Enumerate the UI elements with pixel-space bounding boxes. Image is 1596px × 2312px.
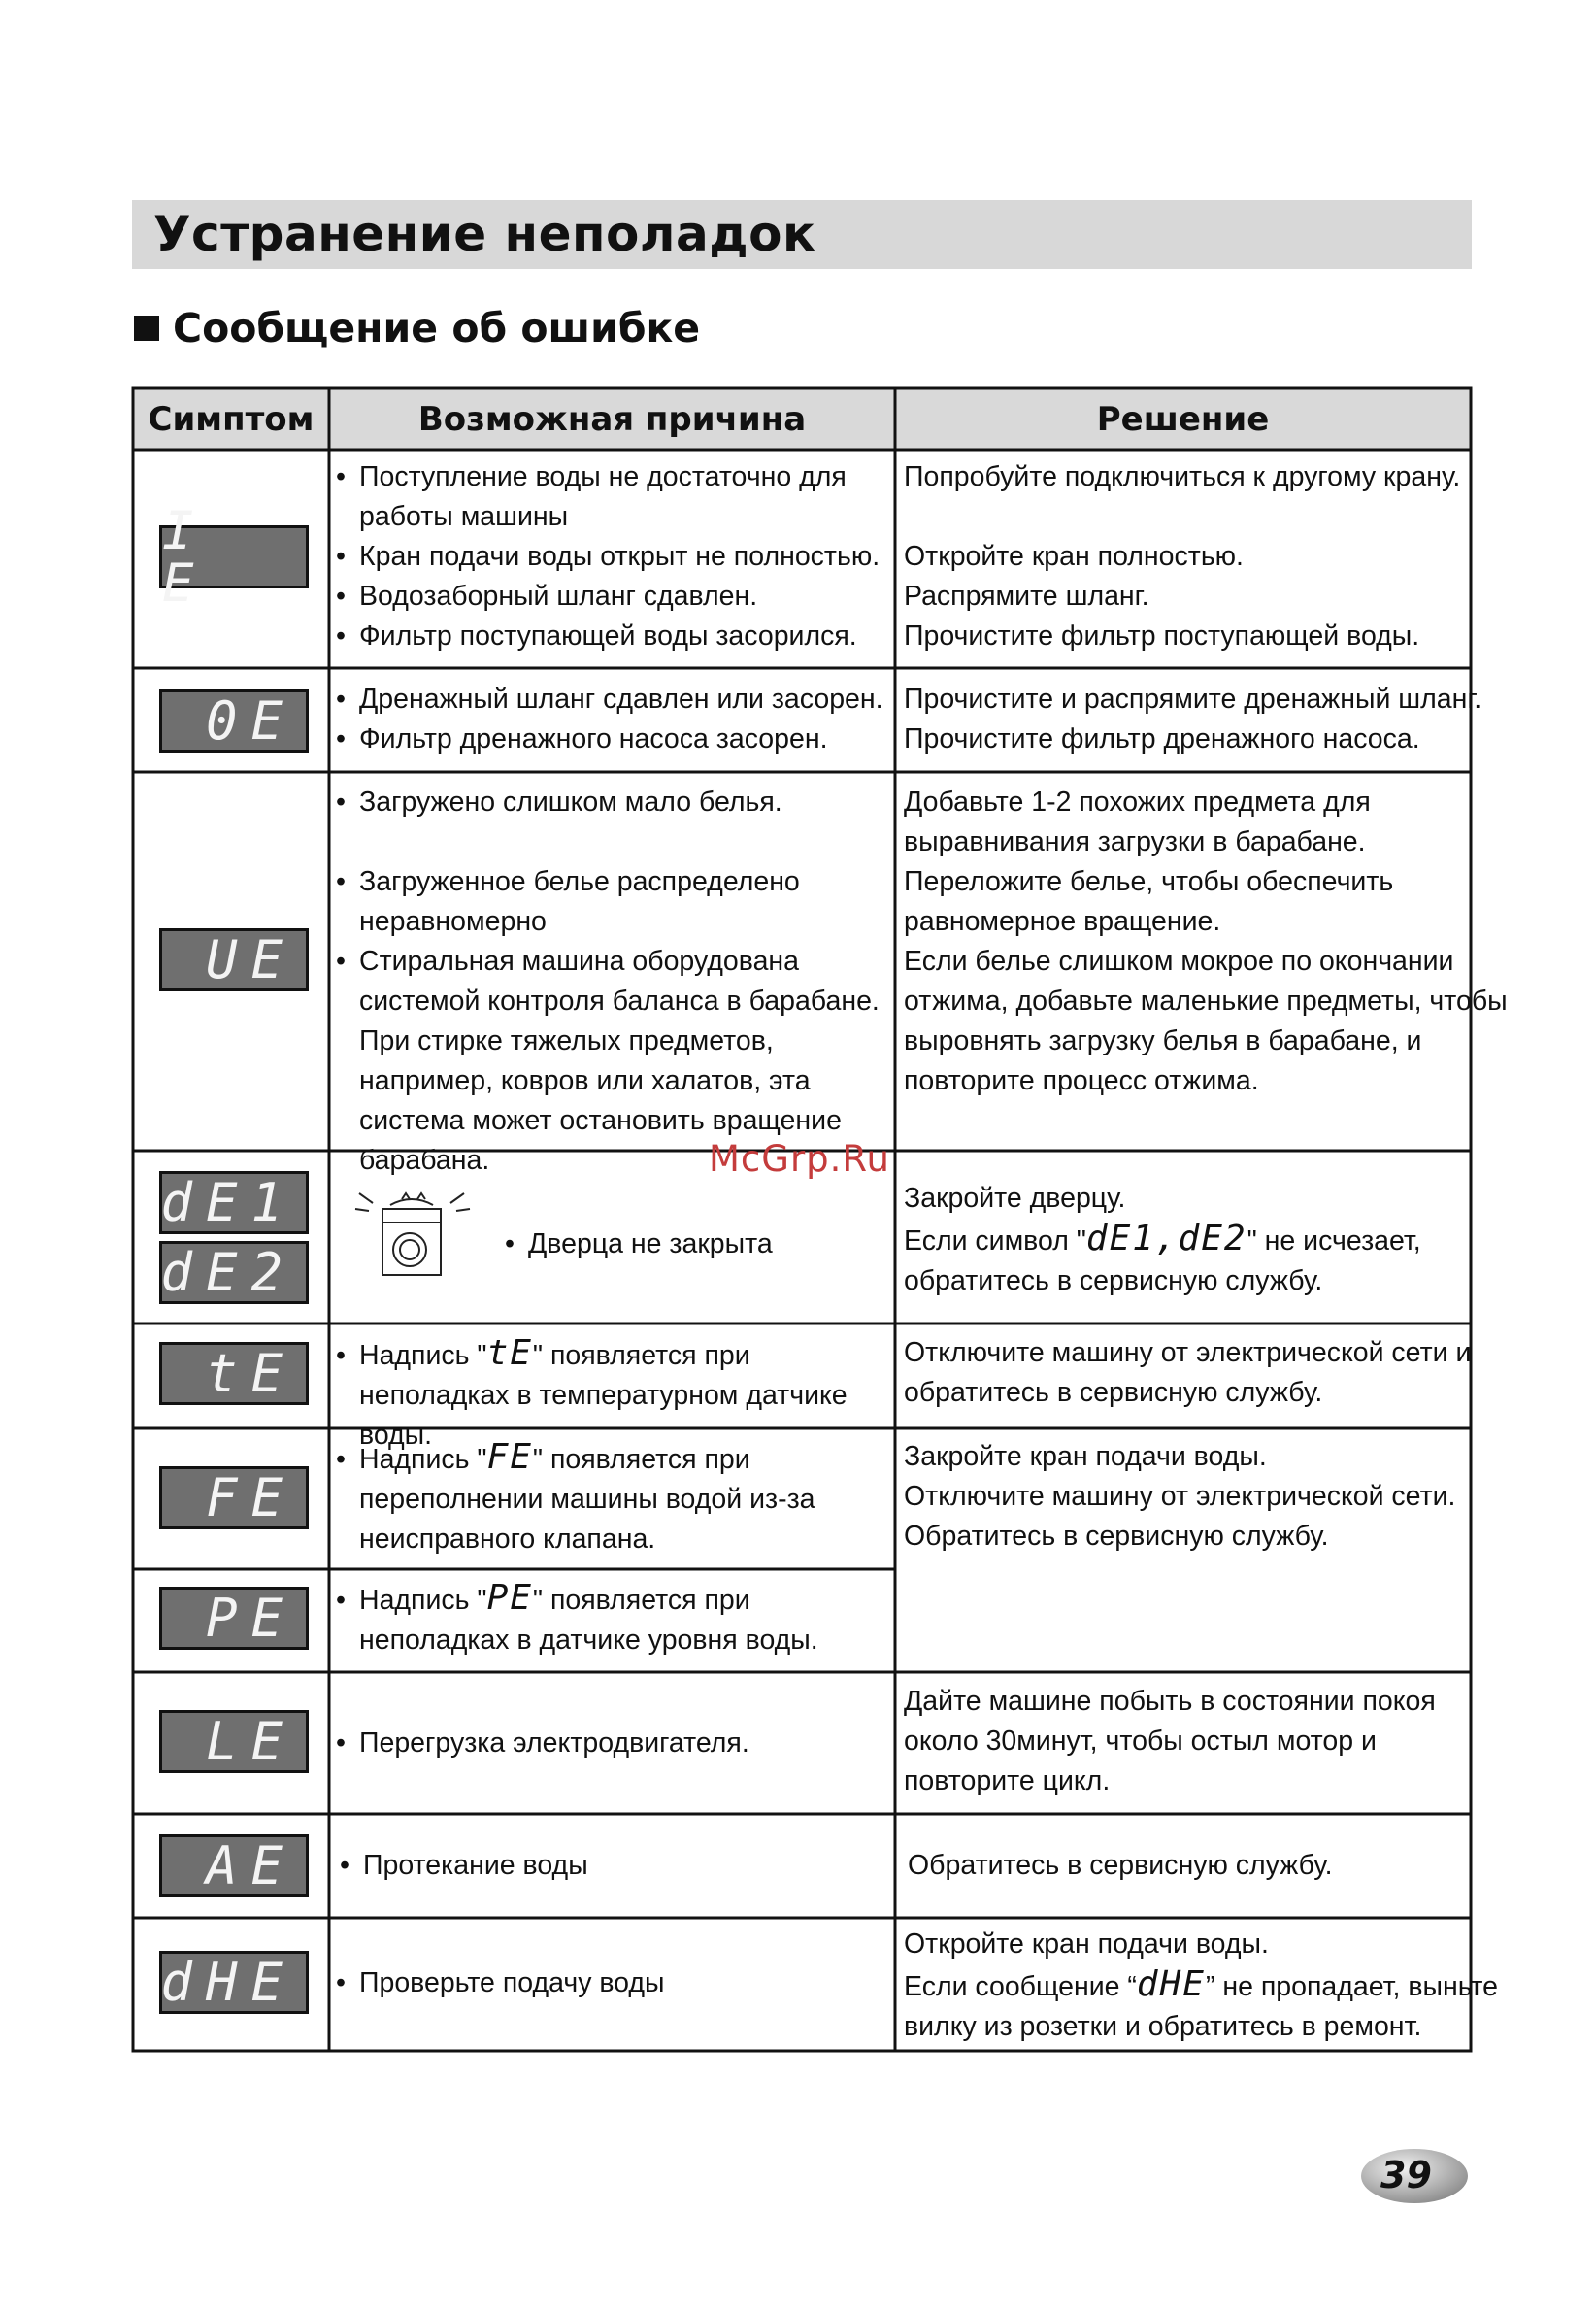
cause-text: Надпись " <box>359 1340 487 1371</box>
solution-cell <box>904 783 1508 1101</box>
cause-text: Надпись " <box>359 1444 487 1475</box>
page-number-badge <box>1359 2146 1470 2206</box>
cause-text: • Фильтр дренажного насоса засорен. <box>336 720 893 759</box>
solution-text: Обратитесь в сервисную службу. <box>904 1521 1329 1552</box>
cause-cell <box>505 1224 893 1264</box>
solution-text: " не исчезает, <box>1247 1225 1421 1257</box>
solution-text: обратитесь в сервисную службу. <box>904 1377 1323 1408</box>
cause-text: Надпись " <box>359 1585 487 1616</box>
solution-text: Если символ " <box>904 1225 1086 1257</box>
cause-text: • Поступление воды не достаточно для работы машины <box>336 457 893 537</box>
solution-cell <box>904 1333 1472 1413</box>
cause-text: " появляется при неполадках в датчике уровня воды. <box>359 1585 818 1656</box>
solution-cell <box>904 680 1482 759</box>
error-code: dE1 <box>160 1171 296 1233</box>
cause-text: • Фильтр поступающей воды засорился. <box>336 617 893 656</box>
error-code: PE <box>205 1587 296 1649</box>
inline-error-code: FE <box>486 1437 533 1477</box>
error-code: dHE <box>160 1951 296 2013</box>
error-code-display <box>159 1834 309 1897</box>
title-bar <box>132 200 1472 269</box>
error-code-display <box>159 1171 309 1234</box>
error-code: 0E <box>205 689 296 752</box>
error-code-display <box>159 1342 309 1405</box>
error-code: I E <box>162 499 208 614</box>
solution-text: ” не пропадает, выньте <box>1205 1971 1498 2002</box>
error-code-display <box>159 1466 309 1529</box>
header-symptom: Симптом <box>148 399 315 439</box>
solution-text: Переложите белье, чтобы обеспечить <box>904 866 1394 897</box>
watermark: McGrp.Ru <box>709 1138 890 1180</box>
error-code-display <box>159 499 309 614</box>
solution-text: Откройте кран подачи воды. <box>904 1928 1269 1960</box>
inline-error-code: dHE <box>1136 1964 1206 2004</box>
solution-text: Если белье слишком мокрое по окончании <box>904 946 1454 977</box>
solution-text: Отключите машину от электрической сети. <box>904 1481 1456 1512</box>
cause-cell <box>336 783 893 1181</box>
solution-text: Распрямите шланг. <box>904 581 1149 612</box>
solution-text: Прочистите фильтр дренажного насоса. <box>904 723 1420 754</box>
error-code-display <box>159 1710 309 1773</box>
solution-cell <box>904 1682 1465 1801</box>
square-bullet-icon <box>134 316 159 341</box>
inline-error-code: tE <box>486 1333 533 1373</box>
cause-cell <box>336 1963 893 2003</box>
cause-cell <box>336 1724 893 1763</box>
solution-text: Добавьте 1-2 похожих предмета для <box>904 787 1371 818</box>
solution-cell <box>904 1437 1465 1557</box>
solution-text-with-code <box>904 1219 1465 1261</box>
cause-cell <box>340 1846 897 1886</box>
solution-text: отжима, добавьте маленькие предметы, чтобы <box>904 986 1508 1017</box>
error-code: AE <box>205 1834 296 1896</box>
error-code-display <box>159 1587 309 1650</box>
cause-text-with-code <box>336 1437 893 1559</box>
cause-text: • Проверьте подачу воды <box>336 1963 893 2003</box>
section-heading-text: Сообщение об ошибке <box>173 305 701 352</box>
cause-text: • Дренажный шланг сдавлен или засорен. <box>336 680 893 720</box>
error-code: tE <box>205 1342 296 1404</box>
solution-text: Дайте машине побыть в состоянии покоя <box>904 1686 1436 1717</box>
cause-text: • Протекание воды <box>340 1846 897 1886</box>
cause-cell <box>336 457 893 656</box>
inline-error-code: dE1,dE2 <box>1085 1219 1247 1258</box>
solution-text: Обратитесь в сервисную службу. <box>908 1850 1333 1881</box>
error-code-display <box>159 1241 309 1304</box>
solution-cell <box>904 457 1465 656</box>
solution-text: Закройте кран подачи воды. <box>904 1441 1267 1472</box>
solution-text: повторите цикл. <box>904 1765 1111 1796</box>
solution-text <box>904 497 1465 537</box>
header-cause: Возможная причина <box>417 399 807 439</box>
solution-text: Прочистите фильтр поступающей воды. <box>904 620 1420 652</box>
page-number: 39 <box>1380 2154 1432 2196</box>
cause-cell <box>336 680 893 759</box>
cause-text: • Кран подачи воды открыт не полностью. <box>336 537 893 577</box>
solution-cell <box>908 1846 1469 1886</box>
cause-text: • Дверца не закрыта <box>505 1224 893 1264</box>
solution-cell <box>904 1925 1498 2047</box>
cause-text: • Загруженное белье распределено неравномерно <box>336 862 893 942</box>
page-title: Устранение неполадок <box>153 206 816 262</box>
section-heading <box>134 305 700 352</box>
error-code-display <box>159 689 309 753</box>
solution-text: повторите процесс отжима. <box>904 1065 1259 1096</box>
error-code-display <box>159 1951 309 2014</box>
solution-text: выровнять загрузку белья в барабане, и <box>904 1025 1422 1056</box>
solution-text: Отключите машину от электрической сети и <box>904 1337 1472 1368</box>
cause-text: " появляется при неполадках в температурном датчике воды. <box>359 1340 848 1451</box>
cause-text: • Водозаборный шланг сдавлен. <box>336 577 893 617</box>
solution-text: выравнивания загрузки в барабане. <box>904 826 1366 857</box>
solution-text-with-code <box>904 1964 1498 2007</box>
solution-text: обратитесь в сервисную службу. <box>904 1265 1323 1296</box>
washing-machine-door-icon <box>351 1190 478 1282</box>
cause-cell <box>336 1578 893 1660</box>
solution-text: Попробуйте подключиться к другому крану. <box>904 461 1461 492</box>
solution-text: вилку из розетки и обратитесь в ремонт. <box>904 2011 1422 2042</box>
solution-text: Если сообщение “ <box>904 1971 1137 2002</box>
solution-text: равномерное вращение. <box>904 906 1221 937</box>
solution-cell <box>904 1179 1465 1301</box>
solution-text: Закройте дверцу. <box>904 1183 1126 1214</box>
error-code: dE2 <box>160 1241 296 1303</box>
inline-error-code: PE <box>486 1578 533 1618</box>
cause-text: • Стиральная машина оборудована системой контроля баланса в барабане. При стирке тяжелых предметов, например, ковров или халатов, эта система может остановить вращение барабана. <box>336 942 893 1181</box>
solution-text: Прочистите и распрямите дренажный шланг. <box>904 684 1482 715</box>
solution-text: Откройте кран полностью. <box>904 541 1244 572</box>
error-code: FE <box>205 1466 296 1528</box>
cause-text-with-code <box>336 1578 893 1660</box>
header-solution: Решение <box>1096 399 1270 439</box>
error-code-display <box>159 928 309 991</box>
cause-text: • Перегрузка электродвигателя. <box>336 1724 893 1763</box>
error-code: UE <box>205 928 296 990</box>
solution-text: около 30минут, чтобы остыл мотор и <box>904 1726 1377 1757</box>
cause-text: " появляется при переполнении машины водой из-за неисправного клапана. <box>359 1444 815 1555</box>
error-code: LE <box>205 1710 296 1772</box>
cause-text: • Загружено слишком мало белья. <box>336 783 893 822</box>
cause-cell <box>336 1437 893 1559</box>
